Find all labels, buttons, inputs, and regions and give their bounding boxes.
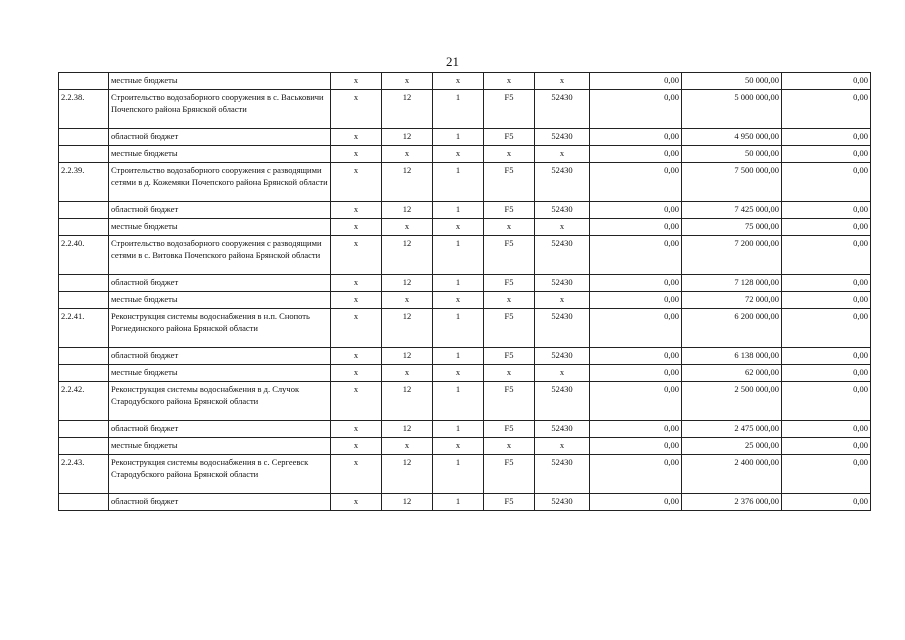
value-2: 2 500 000,00	[682, 382, 782, 421]
code-3: 1	[433, 348, 484, 365]
code-2: 12	[382, 348, 433, 365]
code-2: х	[382, 292, 433, 309]
row-number	[59, 292, 109, 309]
code-5: 52430	[535, 421, 590, 438]
value-1: 0,00	[590, 455, 682, 494]
code-2: 12	[382, 163, 433, 202]
value-1: 0,00	[590, 348, 682, 365]
code-3: х	[433, 292, 484, 309]
value-2: 72 000,00	[682, 292, 782, 309]
code-2: 12	[382, 494, 433, 511]
code-4: F5	[484, 494, 535, 511]
code-5: 52430	[535, 275, 590, 292]
value-3: 0,00	[782, 309, 871, 348]
value-3: 0,00	[782, 163, 871, 202]
sub-row	[59, 146, 871, 163]
code-3: 1	[433, 275, 484, 292]
sub-row	[59, 202, 871, 219]
code-1: х	[331, 73, 382, 90]
value-2: 6 200 000,00	[682, 309, 782, 348]
code-4: х	[484, 73, 535, 90]
code-3: 1	[433, 90, 484, 129]
value-3: 0,00	[782, 365, 871, 382]
value-1: 0,00	[590, 129, 682, 146]
value-1: 0,00	[590, 163, 682, 202]
code-5: 52430	[535, 494, 590, 511]
code-1: х	[331, 236, 382, 275]
budget-table	[58, 72, 871, 511]
code-3: х	[433, 438, 484, 455]
value-1: 0,00	[590, 292, 682, 309]
code-3: х	[433, 365, 484, 382]
code-4: F5	[484, 163, 535, 202]
row-name: областной бюджет	[109, 129, 331, 146]
code-2: 12	[382, 236, 433, 275]
value-1: 0,00	[590, 202, 682, 219]
value-3: 0,00	[782, 382, 871, 421]
code-2: 12	[382, 90, 433, 129]
code-2: х	[382, 438, 433, 455]
code-1: х	[331, 275, 382, 292]
code-3: 1	[433, 494, 484, 511]
row-name: Реконструкция системы водоснабжения в с. Сергеевск Стародубского района Брянской области	[109, 455, 331, 494]
value-2: 5 000 000,00	[682, 90, 782, 129]
value-2: 75 000,00	[682, 219, 782, 236]
row-number: 2.2.41.	[59, 309, 109, 348]
row-number	[59, 146, 109, 163]
value-3: 0,00	[782, 438, 871, 455]
code-3: 1	[433, 309, 484, 348]
code-4: F5	[484, 275, 535, 292]
code-4: F5	[484, 202, 535, 219]
code-4: F5	[484, 455, 535, 494]
code-4: F5	[484, 421, 535, 438]
row-name: местные бюджеты	[109, 292, 331, 309]
value-3: 0,00	[782, 202, 871, 219]
code-5: х	[535, 438, 590, 455]
value-3: 0,00	[782, 348, 871, 365]
row-number	[59, 129, 109, 146]
code-3: 1	[433, 421, 484, 438]
code-5: 52430	[535, 90, 590, 129]
value-1: 0,00	[590, 73, 682, 90]
code-3: х	[433, 146, 484, 163]
value-2: 7 200 000,00	[682, 236, 782, 275]
value-2: 4 950 000,00	[682, 129, 782, 146]
row-name: Строительство водозаборного сооружения в с. Васьковичи Почепского района Брянской области	[109, 90, 331, 129]
value-3: 0,00	[782, 455, 871, 494]
row-name: местные бюджеты	[109, 146, 331, 163]
value-1: 0,00	[590, 146, 682, 163]
code-1: х	[331, 219, 382, 236]
row-number	[59, 438, 109, 455]
value-1: 0,00	[590, 365, 682, 382]
row-number	[59, 73, 109, 90]
code-4: х	[484, 219, 535, 236]
code-2: х	[382, 365, 433, 382]
value-3: 0,00	[782, 129, 871, 146]
value-3: 0,00	[782, 219, 871, 236]
value-3: 0,00	[782, 494, 871, 511]
value-1: 0,00	[590, 438, 682, 455]
code-5: х	[535, 219, 590, 236]
item-row	[59, 236, 871, 275]
value-1: 0,00	[590, 236, 682, 275]
code-4: F5	[484, 236, 535, 275]
item-row	[59, 455, 871, 494]
row-name: Реконструкция системы водоснабжения в н.п. Снопоть Рогнединского района Брянской области	[109, 309, 331, 348]
value-1: 0,00	[590, 219, 682, 236]
value-2: 25 000,00	[682, 438, 782, 455]
value-1: 0,00	[590, 309, 682, 348]
row-number	[59, 219, 109, 236]
code-1: х	[331, 163, 382, 202]
row-name: областной бюджет	[109, 348, 331, 365]
value-3: 0,00	[782, 73, 871, 90]
row-number: 2.2.43.	[59, 455, 109, 494]
code-4: х	[484, 146, 535, 163]
row-number	[59, 202, 109, 219]
code-3: 1	[433, 455, 484, 494]
code-2: х	[382, 146, 433, 163]
sub-row	[59, 275, 871, 292]
value-3: 0,00	[782, 421, 871, 438]
row-name: областной бюджет	[109, 202, 331, 219]
code-1: х	[331, 494, 382, 511]
sub-row	[59, 365, 871, 382]
code-1: х	[331, 309, 382, 348]
item-row	[59, 90, 871, 129]
code-1: х	[331, 202, 382, 219]
row-name: Строительство водозаборного сооружения с разводящими сетями в с. Витовка Почепского района Брянской области	[109, 236, 331, 275]
item-row	[59, 382, 871, 421]
value-2: 7 500 000,00	[682, 163, 782, 202]
code-2: 12	[382, 455, 433, 494]
row-number	[59, 494, 109, 511]
code-1: х	[331, 438, 382, 455]
code-1: х	[331, 382, 382, 421]
value-3: 0,00	[782, 146, 871, 163]
row-number: 2.2.39.	[59, 163, 109, 202]
code-2: х	[382, 219, 433, 236]
code-5: 52430	[535, 309, 590, 348]
code-5: 52430	[535, 163, 590, 202]
code-2: 12	[382, 129, 433, 146]
code-4: х	[484, 292, 535, 309]
code-4: F5	[484, 348, 535, 365]
code-2: х	[382, 73, 433, 90]
value-3: 0,00	[782, 236, 871, 275]
value-2: 2 475 000,00	[682, 421, 782, 438]
sub-row	[59, 219, 871, 236]
value-2: 2 400 000,00	[682, 455, 782, 494]
code-2: 12	[382, 421, 433, 438]
sub-row	[59, 348, 871, 365]
code-5: х	[535, 365, 590, 382]
code-3: 1	[433, 236, 484, 275]
value-1: 0,00	[590, 421, 682, 438]
code-1: х	[331, 365, 382, 382]
code-3: х	[433, 73, 484, 90]
code-2: 12	[382, 382, 433, 421]
code-1: х	[331, 292, 382, 309]
code-1: х	[331, 90, 382, 129]
code-3: 1	[433, 163, 484, 202]
code-1: х	[331, 455, 382, 494]
code-2: 12	[382, 202, 433, 219]
code-5: 52430	[535, 455, 590, 494]
value-2: 7 425 000,00	[682, 202, 782, 219]
value-3: 0,00	[782, 275, 871, 292]
sub-row	[59, 129, 871, 146]
code-3: 1	[433, 202, 484, 219]
row-number	[59, 348, 109, 365]
code-5: 52430	[535, 202, 590, 219]
code-5: 52430	[535, 129, 590, 146]
code-4: F5	[484, 309, 535, 348]
row-number: 2.2.38.	[59, 90, 109, 129]
code-4: F5	[484, 382, 535, 421]
row-name: местные бюджеты	[109, 438, 331, 455]
value-1: 0,00	[590, 275, 682, 292]
value-2: 50 000,00	[682, 146, 782, 163]
value-3: 0,00	[782, 90, 871, 129]
item-row	[59, 309, 871, 348]
code-4: F5	[484, 90, 535, 129]
row-number	[59, 365, 109, 382]
code-1: х	[331, 146, 382, 163]
row-number: 2.2.42.	[59, 382, 109, 421]
row-name: местные бюджеты	[109, 73, 331, 90]
page-number: 21	[446, 54, 459, 69]
row-number: 2.2.40.	[59, 236, 109, 275]
value-1: 0,00	[590, 494, 682, 511]
row-name: местные бюджеты	[109, 365, 331, 382]
code-4: х	[484, 438, 535, 455]
code-2: 12	[382, 275, 433, 292]
value-2: 2 376 000,00	[682, 494, 782, 511]
row-name: областной бюджет	[109, 421, 331, 438]
value-1: 0,00	[590, 90, 682, 129]
code-3: 1	[433, 382, 484, 421]
sub-row	[59, 292, 871, 309]
row-name: Реконструкция системы водоснабжения в д. Случок Стародубского района Брянской области	[109, 382, 331, 421]
code-3: 1	[433, 129, 484, 146]
value-1: 0,00	[590, 382, 682, 421]
sub-row	[59, 421, 871, 438]
code-3: х	[433, 219, 484, 236]
row-name: местные бюджеты	[109, 219, 331, 236]
value-2: 50 000,00	[682, 73, 782, 90]
value-2: 6 138 000,00	[682, 348, 782, 365]
code-4: х	[484, 365, 535, 382]
code-5: х	[535, 146, 590, 163]
value-2: 7 128 000,00	[682, 275, 782, 292]
code-1: х	[331, 421, 382, 438]
sub-row	[59, 494, 871, 511]
sub-row	[59, 438, 871, 455]
code-5: х	[535, 292, 590, 309]
code-1: х	[331, 129, 382, 146]
code-4: F5	[484, 129, 535, 146]
value-2: 62 000,00	[682, 365, 782, 382]
code-5: 52430	[535, 382, 590, 421]
item-row	[59, 163, 871, 202]
row-name: областной бюджет	[109, 494, 331, 511]
code-5: х	[535, 73, 590, 90]
row-name: областной бюджет	[109, 275, 331, 292]
sub-row	[59, 73, 871, 90]
row-number	[59, 421, 109, 438]
value-3: 0,00	[782, 292, 871, 309]
code-5: 52430	[535, 348, 590, 365]
code-1: х	[331, 348, 382, 365]
row-number	[59, 275, 109, 292]
row-name: Строительство водозаборного сооружения с разводящими сетями в д. Кожемяки Почепского района Брянской области	[109, 163, 331, 202]
code-5: 52430	[535, 236, 590, 275]
code-2: 12	[382, 309, 433, 348]
